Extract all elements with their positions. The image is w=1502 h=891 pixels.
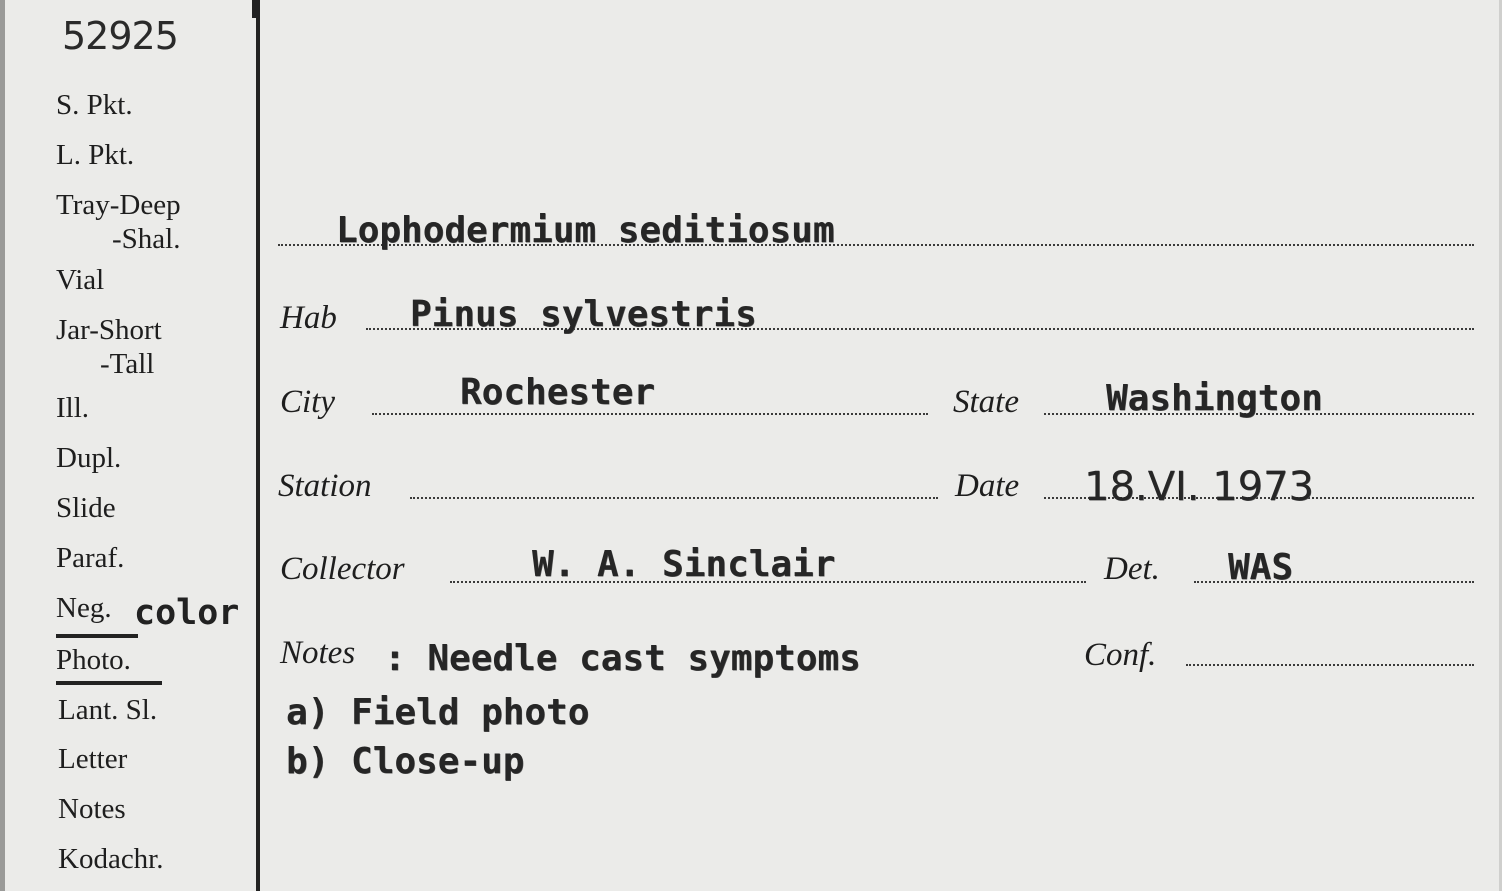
conf-dotline xyxy=(1186,664,1474,666)
collector-label: Collector xyxy=(280,551,405,587)
label-jar-short: Jar-Short xyxy=(56,314,162,346)
label-notes: Notes xyxy=(58,793,126,825)
species-value: Lophodermium seditiosum xyxy=(336,210,835,251)
label-tray-shal: -Shal. xyxy=(112,223,181,255)
city-value: Rochester xyxy=(460,372,656,413)
conf-label: Conf. xyxy=(1084,637,1157,673)
collector-value: W. A. Sinclair xyxy=(532,544,836,585)
det-value: WAS xyxy=(1228,547,1294,588)
photo-underline xyxy=(56,681,162,685)
label-slide: Slide xyxy=(56,492,116,524)
note-line-b: b) Close-up xyxy=(286,741,525,782)
label-letter: Letter xyxy=(58,743,128,775)
date-value: 18.VI. 1973 xyxy=(1084,464,1314,510)
hab-value: Pinus sylvestris xyxy=(410,294,757,335)
station-dotline xyxy=(410,497,938,499)
label-dupl: Dupl. xyxy=(56,442,122,474)
card-left-edge xyxy=(0,0,5,891)
label-vial: Vial xyxy=(56,264,105,296)
det-label: Det. xyxy=(1104,551,1160,587)
label-kodachr: Kodachr. xyxy=(58,843,164,875)
label-ill: Ill. xyxy=(56,392,90,424)
label-jar-tall: -Tall xyxy=(100,348,155,380)
notes-value: : Needle cast symptoms xyxy=(384,638,861,679)
column-divider xyxy=(256,0,260,891)
city-dotline xyxy=(372,413,928,415)
label-neg: Neg. xyxy=(56,592,112,624)
state-label: State xyxy=(953,384,1019,420)
station-label: Station xyxy=(278,468,372,504)
label-photo: Photo. xyxy=(56,644,131,676)
label-l-pkt: L. Pkt. xyxy=(56,139,135,171)
label-lant-sl: Lant. Sl. xyxy=(58,694,158,726)
neg-value: color xyxy=(134,593,240,633)
label-s-pkt: S. Pkt. xyxy=(56,89,133,121)
city-label: City xyxy=(280,384,335,420)
card-number: 52925 xyxy=(62,14,178,58)
hab-label: Hab xyxy=(280,300,337,336)
neg-underline xyxy=(56,634,138,638)
label-paraf: Paraf. xyxy=(56,542,125,574)
notes-label: Notes xyxy=(280,635,356,671)
note-line-a: a) Field photo xyxy=(286,692,590,733)
state-value: Washington xyxy=(1106,378,1323,419)
label-tray-deep: Tray-Deep xyxy=(56,189,181,221)
date-label: Date xyxy=(955,468,1020,504)
